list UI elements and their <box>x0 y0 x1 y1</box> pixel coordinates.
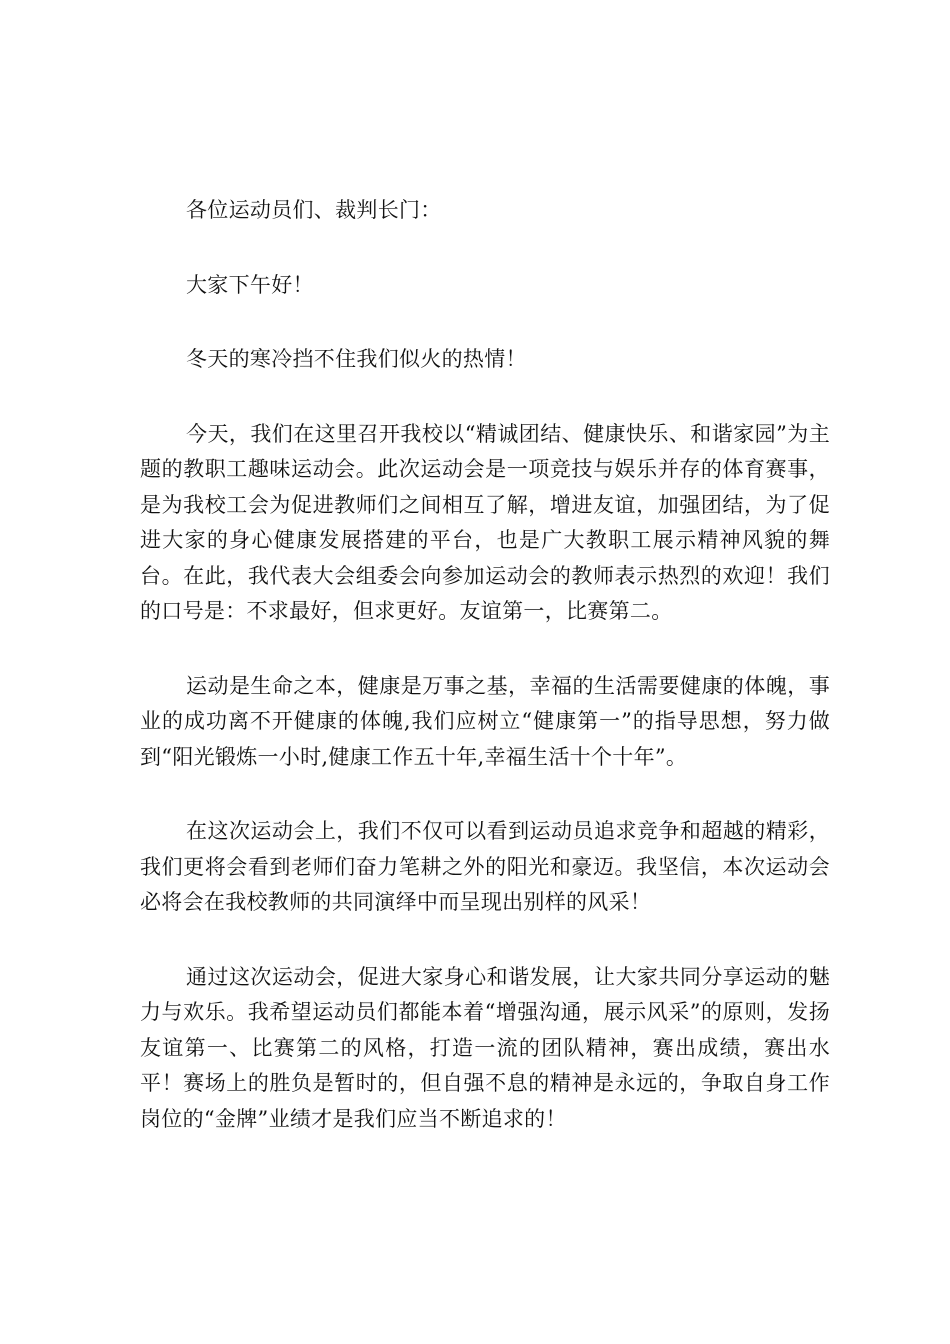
paragraph-introduction: 今天，我们在这里召开我校以“精诚团结、健康快乐、和谐家园”为主题的教职工趣味运动会。此次运动会是一项竞技与娱乐并存的体育赛事，是为我校工会为促进教师们之间相互了解，增进友谊，加强团结，为了促进大家的身心健康发展搭建的平台，也是广大教职工展示精神风貌的舞台。在此，我代表大会组委会向参加运动会的教师表示热烈的欢迎！我们的口号是：不求最好，但求更好。友谊第一，比赛第二。 <box>140 421 830 623</box>
speech-body <box>140 193 830 1176</box>
paragraph-closing: 通过这次运动会，促进大家身心和谐发展，让大家共同分享运动的魅力与欢乐。我希望运动员们都能本着“增强沟通，展示风采”的原则，发扬友谊第一、比赛第二的风格，打造一流的团队精神，赛出成绩，赛出水平！赛场上的胜负是暂时的，但自强不息的精神是永远的，争取自身工作岗位的“金牌”业绩才是我们应当不断追求的！ <box>140 964 830 1131</box>
opening-line: 冬天的寒冷挡不住我们似火的热情！ <box>186 347 527 371</box>
paragraph-expectation: 在这次运动会上，我们不仅可以看到运动员追求竞争和超越的精彩，我们更将会看到老师们奋力笔耕之外的阳光和豪迈。我坚信，本次运动会必将会在我校教师的共同演绎中而呈现出别样的风采！ <box>140 819 830 914</box>
paragraph-health: 运动是生命之本，健康是万事之基，幸福的生活需要健康的体魄，事业的成功离不开健康的体魄,我们应树立“健康第一”的指导思想，努力做到“阳光锻炼一小时,健康工作五十年,幸福生活十个十年”。 <box>140 673 830 769</box>
salutation-line: 大家下午好！ <box>186 272 314 297</box>
greeting-line: 各位运动员们、裁判长门： <box>186 198 442 222</box>
